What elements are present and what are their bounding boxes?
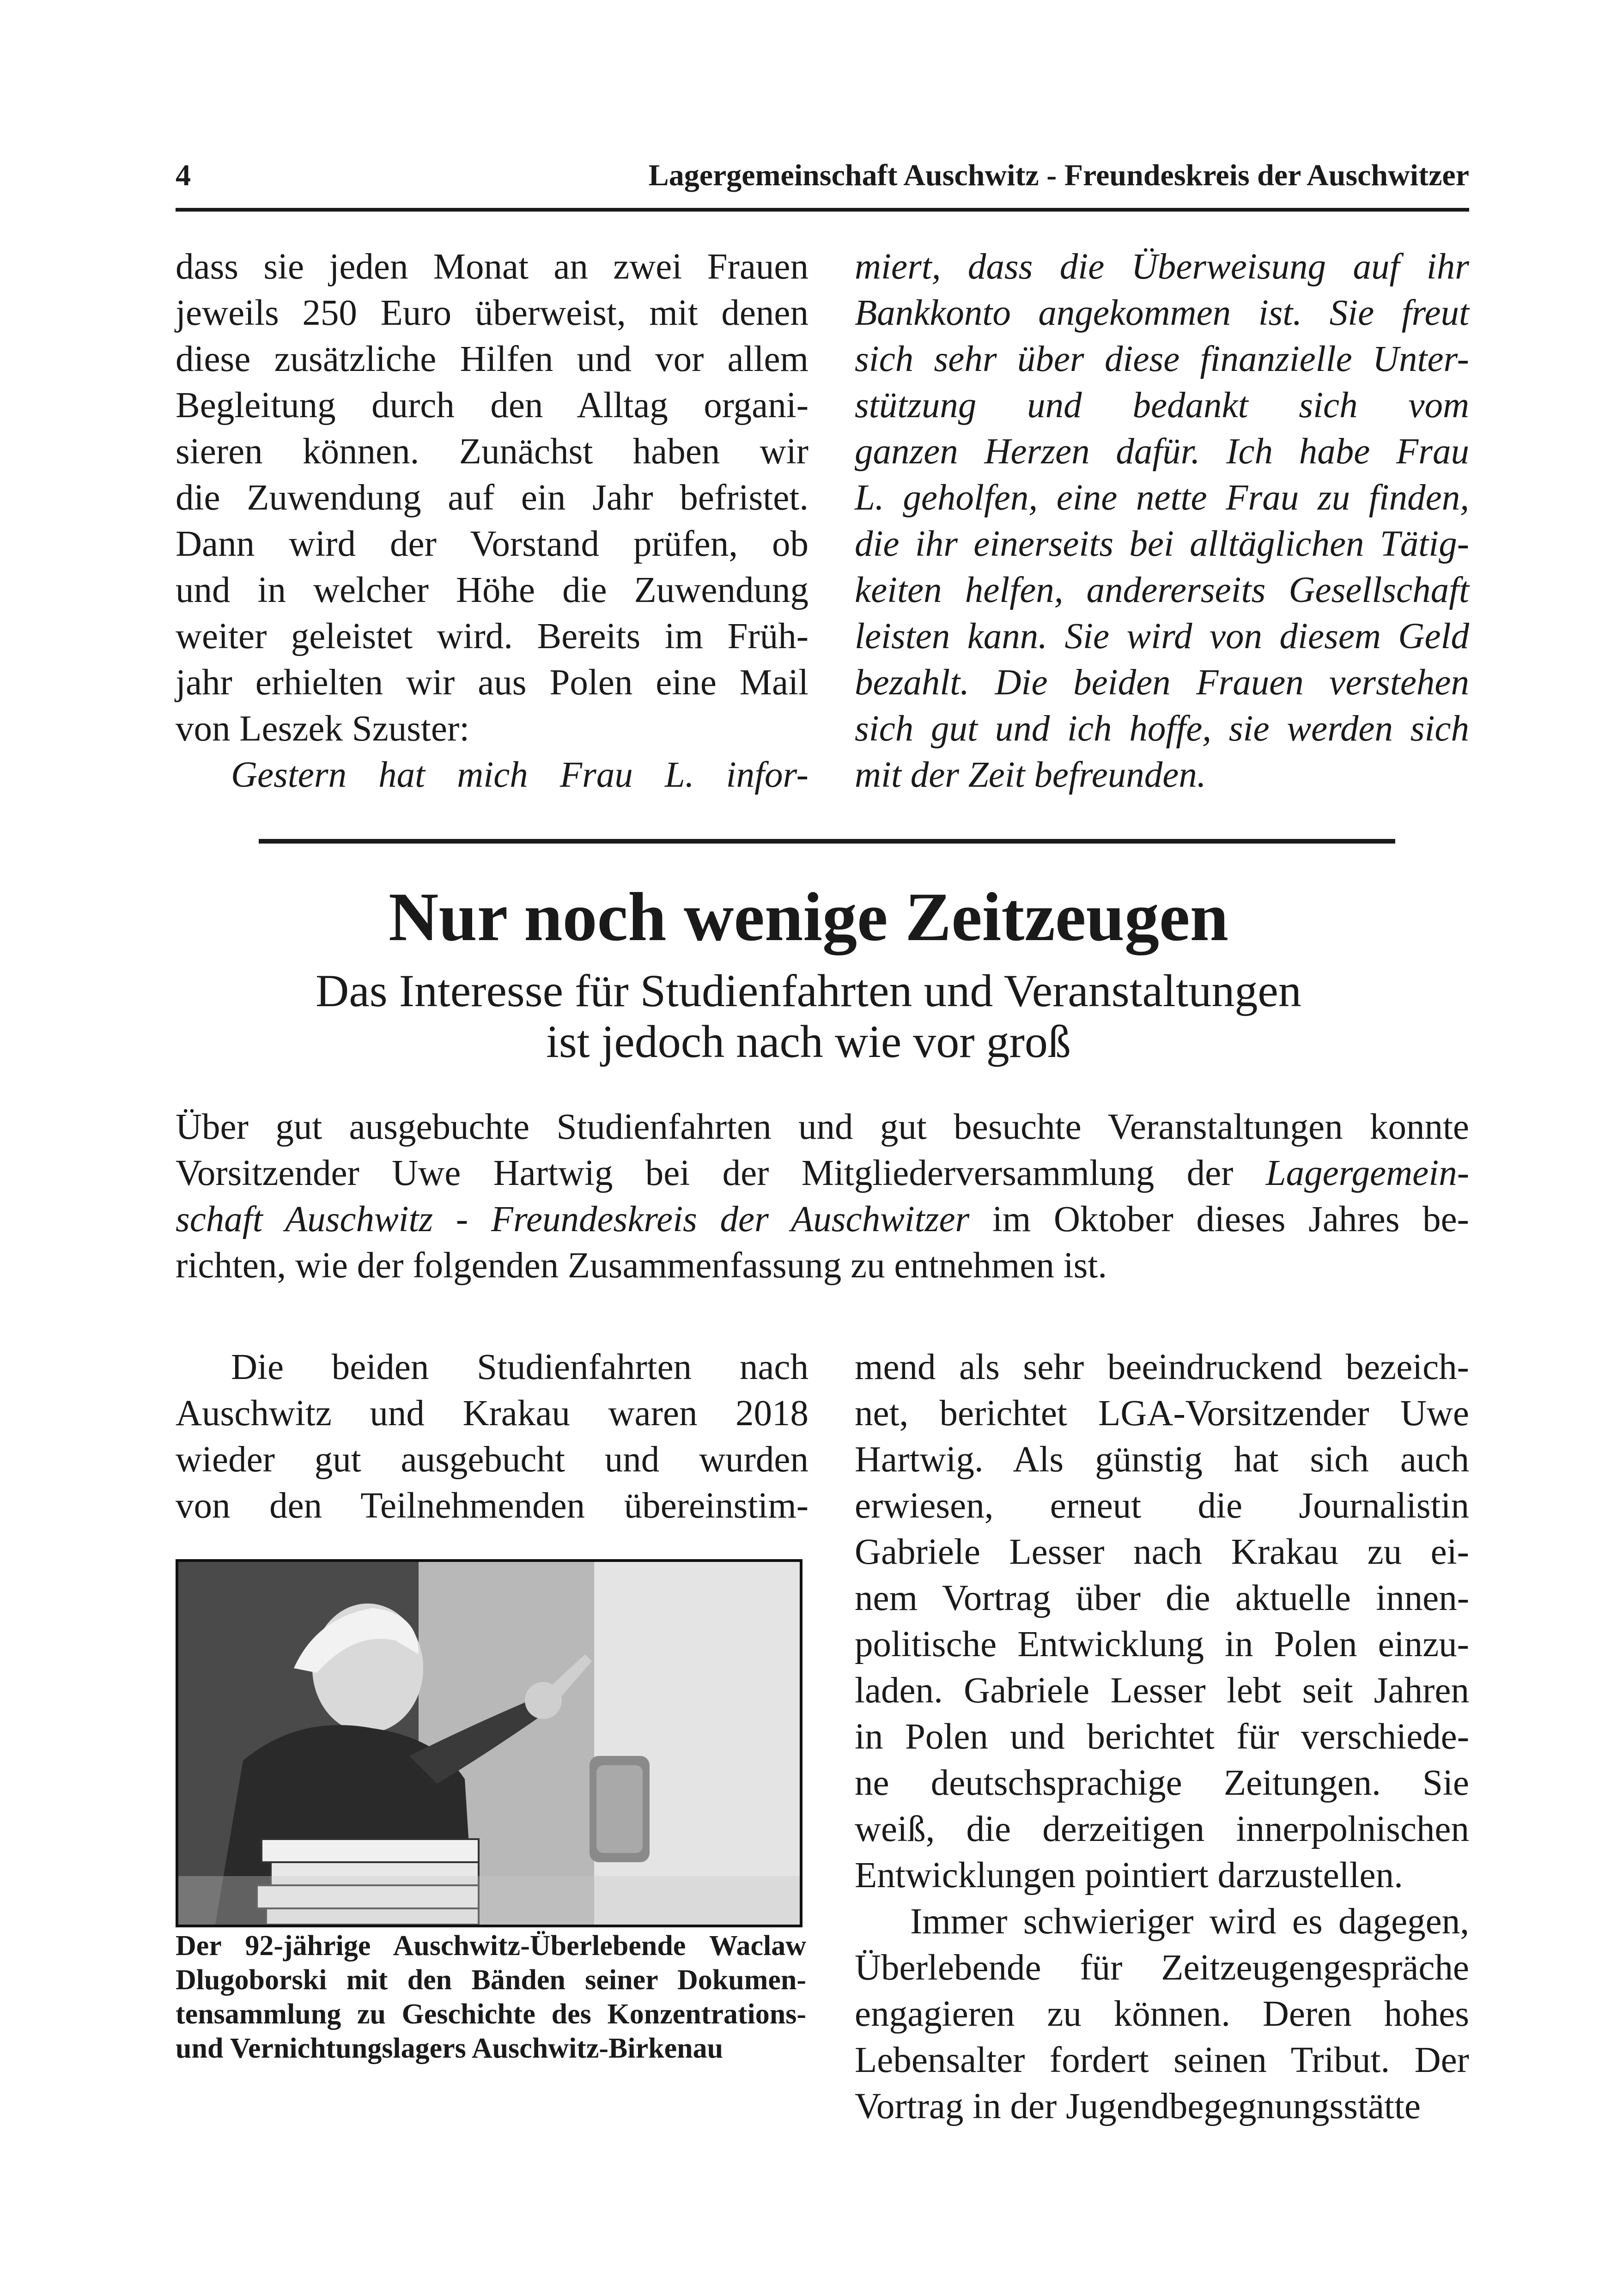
quote-line: die ihr einerseits bei alltäglichen Tätig-: [855, 524, 1469, 564]
lead-line: schaft Auschwitz - Freundeskreis der Auschwitzer im Oktober dieses Jahres be-: [176, 1199, 1469, 1239]
quote-line: ganzen Herzen dafür. Ich habe Frau: [855, 431, 1469, 472]
quote-line: sich sehr über diese finanzielle Unter-: [855, 339, 1469, 379]
quote-line: leisten kann. Sie wird von diesem Geld: [855, 616, 1469, 656]
text-line: Immer schwieriger wird es dagegen,: [910, 1901, 1469, 1942]
text-line: mend als sehr beeindruckend bezeich-: [855, 1347, 1469, 1387]
caption-line: tensammlung zu Geschichte des Konzentrations-: [176, 1998, 806, 2030]
text-line: Lebensalter fordert seinen Tribut. Der: [855, 2040, 1469, 2080]
top-right-column: [855, 244, 1469, 798]
quote-line: sich gut und ich hoffe, sie werden sich: [855, 709, 1469, 749]
text-line: weiß, die derzeitigen innerpolnischen: [855, 1809, 1469, 1849]
text-line: die Zuwendung auf ein Jahr befristet.: [176, 478, 808, 518]
text-line: dass sie jeden Monat an zwei Frauen: [176, 247, 808, 287]
text-line: von den Teilnehmenden übereinstim-: [176, 1486, 808, 1526]
text-line: Gabriele Lesser nach Krakau zu ei-: [855, 1532, 1469, 1572]
quote-line: keiten helfen, andererseits Gesellschaft: [855, 570, 1469, 610]
text-line: Überlebende für Zeitzeugengespräche: [855, 1948, 1469, 1988]
text-line: politische Entwicklung in Polen einzu-: [855, 1624, 1469, 1664]
quote-line: bezahlt. Die beiden Frauen verstehen: [855, 662, 1469, 703]
quote-line: Gestern hat mich Frau L. infor-: [231, 755, 808, 795]
text-line: jeweils 250 Euro überweist, mit denen: [176, 293, 808, 333]
article-headline: Nur noch wenige Zeitzeugen: [389, 879, 1228, 955]
text-line: Auschwitz und Krakau waren 2018: [176, 1393, 808, 1433]
text-line: sieren können. Zunächst haben wir: [176, 431, 808, 472]
text-line: engagieren zu können. Deren hohes: [855, 1994, 1469, 2034]
text-line: Entwicklungen pointiert darzustellen.: [855, 1855, 1403, 1895]
lead-line: Über gut ausgebuchte Studienfahrten und gut besuchte Veranstaltungen konnte: [176, 1107, 1469, 1147]
photo-caption: [176, 1929, 806, 2065]
article-subheadline: [277, 966, 1340, 1067]
text-line: wieder gut ausgebucht und wurden: [176, 1440, 808, 1480]
text-line: Die beiden Studienfahrten nach: [231, 1347, 808, 1387]
top-left-column: [176, 244, 808, 798]
text-line: Begleitung durch den Alltag organi-: [176, 385, 808, 425]
text-line: in Polen und berichtet für verschiede-: [855, 1717, 1469, 1757]
caption-line: Dlugoborski mit den Bänden seiner Dokumen-: [176, 1964, 806, 1996]
subheadline-line: ist jedoch nach wie vor groß: [546, 1016, 1071, 1067]
text-line: Hartwig. Als günstig hat sich auch: [855, 1440, 1469, 1480]
text-line: net, berichtet LGA-Vorsitzender Uwe: [855, 1393, 1469, 1433]
caption-line: und Vernichtungslagers Auschwitz-Birkenau: [176, 2033, 723, 2064]
running-title: Lagergemeinschaft Auschwitz - Freundeskreis der Auschwitzer: [648, 158, 1469, 192]
text-line: erwiesen, erneut die Journalistin: [855, 1486, 1469, 1526]
subheadline-line: Das Interesse für Studienfahrten und Veranstaltungen: [316, 965, 1301, 1016]
photo-illustration: [178, 1562, 800, 1925]
body-right-column: [855, 1344, 1469, 2130]
quote-line: stützung und bedankt sich vom: [855, 385, 1469, 425]
lead-line: richten, wie der folgenden Zusammenfassung zu entnehmen ist.: [176, 1245, 1107, 1286]
body-left-column: [176, 1344, 808, 1529]
lead-line: Vorsitzender Uwe Hartwig bei der Mitgliederversammlung der Lagergemein-: [176, 1153, 1469, 1193]
text-line: laden. Gabriele Lesser lebt seit Jahren: [855, 1670, 1469, 1711]
section-divider: [259, 839, 1395, 844]
caption-line: Der 92-jährige Auschwitz-Überlebende Waclaw: [176, 1930, 806, 1962]
text-line: jahr erhielten wir aus Polen eine Mail: [176, 662, 808, 703]
text-line: und in welcher Höhe die Zuwendung: [176, 570, 808, 610]
page-number: 4: [176, 158, 191, 192]
quote-line: Bankkonto angekommen ist. Sie freut: [855, 293, 1469, 333]
text-line: Vortrag in der Jugendbegegnungsstätte: [855, 2086, 1421, 2126]
quote-line: miert, dass die Überweisung auf ihr: [855, 247, 1469, 287]
article-lead: [176, 1104, 1469, 1289]
text-line: weiter geleistet wird. Bereits im Früh-: [176, 616, 808, 656]
article-photo: [176, 1559, 802, 1927]
text-line: von Leszek Szuster:: [176, 709, 470, 749]
quote-line: L. geholfen, eine nette Frau zu finden,: [855, 478, 1469, 518]
text-line: ne deutschsprachige Zeitungen. Sie: [855, 1763, 1469, 1803]
text-line: diese zusätzliche Hilfen und vor allem: [176, 339, 808, 379]
quote-line: mit der Zeit befreunden.: [855, 755, 1206, 795]
header-rule: [176, 208, 1469, 212]
text-line: Dann wird der Vorstand prüfen, ob: [176, 524, 808, 564]
text-line: nem Vortrag über die aktuelle innen-: [855, 1578, 1469, 1618]
